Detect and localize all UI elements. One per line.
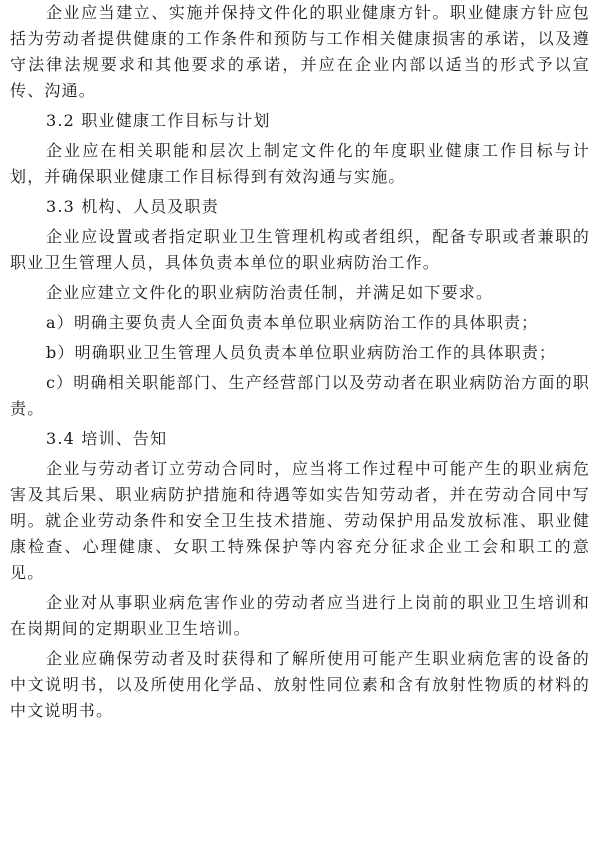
paragraph-annual-goals: 企业应在相关职能和层次上制定文件化的年度职业健康工作目标与计划，并确保职业健康工作目标得到有效沟通与实施。 [10, 141, 590, 186]
list-item-b: b）明确职业卫生管理人员负责本单位职业病防治工作的具体职责； [46, 343, 557, 362]
heading-3-2: 3.2 职业健康工作目标与计划 [46, 111, 271, 130]
paragraph-responsibility-system: 企业应建立文件化的职业病防治责任制，并满足如下要求。 [46, 283, 494, 302]
paragraph-management-body: 企业应设置或者指定职业卫生管理机构或者组织，配备专职或者兼职的职业卫生管理人员，具体负责本单位的职业病防治工作。 [10, 227, 590, 272]
document-page [10, 0, 590, 728]
paragraph-labor-contract: 企业与劳动者订立劳动合同时，应当将工作过程中可能产生的职业病危害及其后果、职业病防护措施和待遇等如实告知劳动者，并在劳动合同中写明。就企业劳动条件和安全卫生技术措施、劳动保护用品发放标准、职业健康检查、心理健康、女职工特殊保护等内容充分征求企业工会和职工的意见。 [10, 459, 590, 582]
heading-3-3: 3.3 机构、人员及职责 [46, 197, 219, 216]
paragraph-health-policy: 企业应当建立、实施并保持文件化的职业健康方针。职业健康方针应包括为劳动者提供健康的工作条件和预防与工作相关健康损害的承诺，以及遵守法律法规要求和其他要求的承诺，并应在企业内部以适当的形式予以宣传、沟通。 [10, 3, 590, 100]
paragraph-training: 企业对从事职业病危害作业的劳动者应当进行上岗前的职业卫生培训和在岗期间的定期职业卫生培训。 [10, 593, 590, 638]
paragraph-chinese-manuals: 企业应确保劳动者及时获得和了解所使用可能产生职业病危害的设备的中文说明书，以及所使用化学品、放射性同位素和含有放射性物质的材料的中文说明书。 [10, 649, 590, 720]
list-item-c: c）明确相关职能部门、生产经营部门以及劳动者在职业病防治方面的职责。 [10, 373, 590, 418]
heading-3-4: 3.4 培训、告知 [46, 429, 168, 448]
list-item-a: a）明确主要负责人全面负责本单位职业病防治工作的具体职责； [46, 313, 539, 332]
